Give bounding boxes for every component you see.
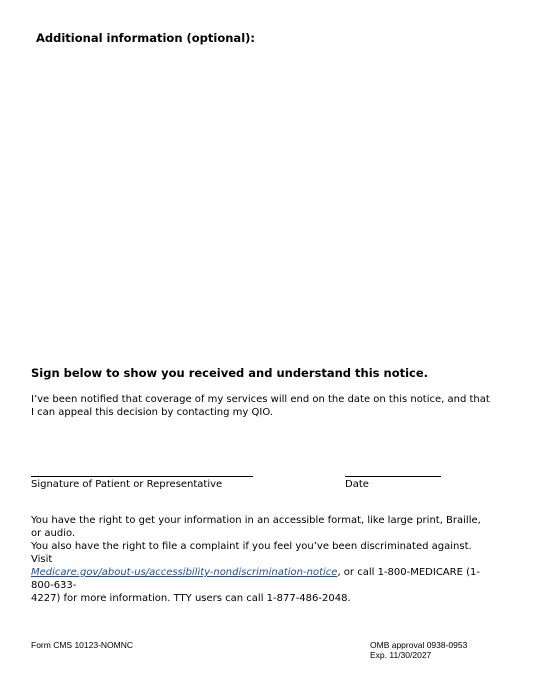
omb-approval-block — [370, 640, 467, 660]
nondiscrimination-notice-link[interactable]: Medicare.gov/about-us/accessibility-nondiscrimination-notice — [31, 567, 338, 578]
rights-line-4: 4227) for more information. TTY users can call 1-877-486-2048. — [31, 593, 351, 604]
additional-information-heading: Additional information (optional): — [36, 31, 255, 45]
acknowledgement-line-2: I can appeal this decision by contacting my QIO. — [31, 407, 273, 418]
acknowledgement-line-1: I’ve been notified that coverage of my services will end on the date on this notice, and that — [31, 394, 490, 405]
signature-label: Signature of Patient or Representative — [31, 479, 223, 490]
rights-line-3-rest: , or call 1-800-MEDICARE (1-800-633- — [31, 567, 480, 591]
rights-line-2: You also have the right to file a complaint if you feel you’ve been discriminated against. Visit — [31, 541, 472, 565]
omb-expiration-date: Exp. 11/30/2027 — [370, 650, 432, 660]
signature-line[interactable] — [31, 476, 253, 477]
rights-line-1: You have the right to get your information in an accessible format, like large print, Braille, or audio. — [31, 515, 481, 539]
date-label: Date — [345, 479, 369, 490]
rights-line-3 — [31, 566, 491, 592]
acknowledgement-text — [31, 393, 491, 419]
omb-approval-number: OMB approval 0938-0953 — [370, 640, 468, 650]
form-identifier: Form CMS 10123-NOMNC — [31, 640, 134, 650]
accessibility-rights-text — [31, 514, 491, 605]
sign-notice-heading: Sign below to show you received and understand this notice. — [31, 366, 429, 380]
date-line[interactable] — [345, 476, 441, 477]
